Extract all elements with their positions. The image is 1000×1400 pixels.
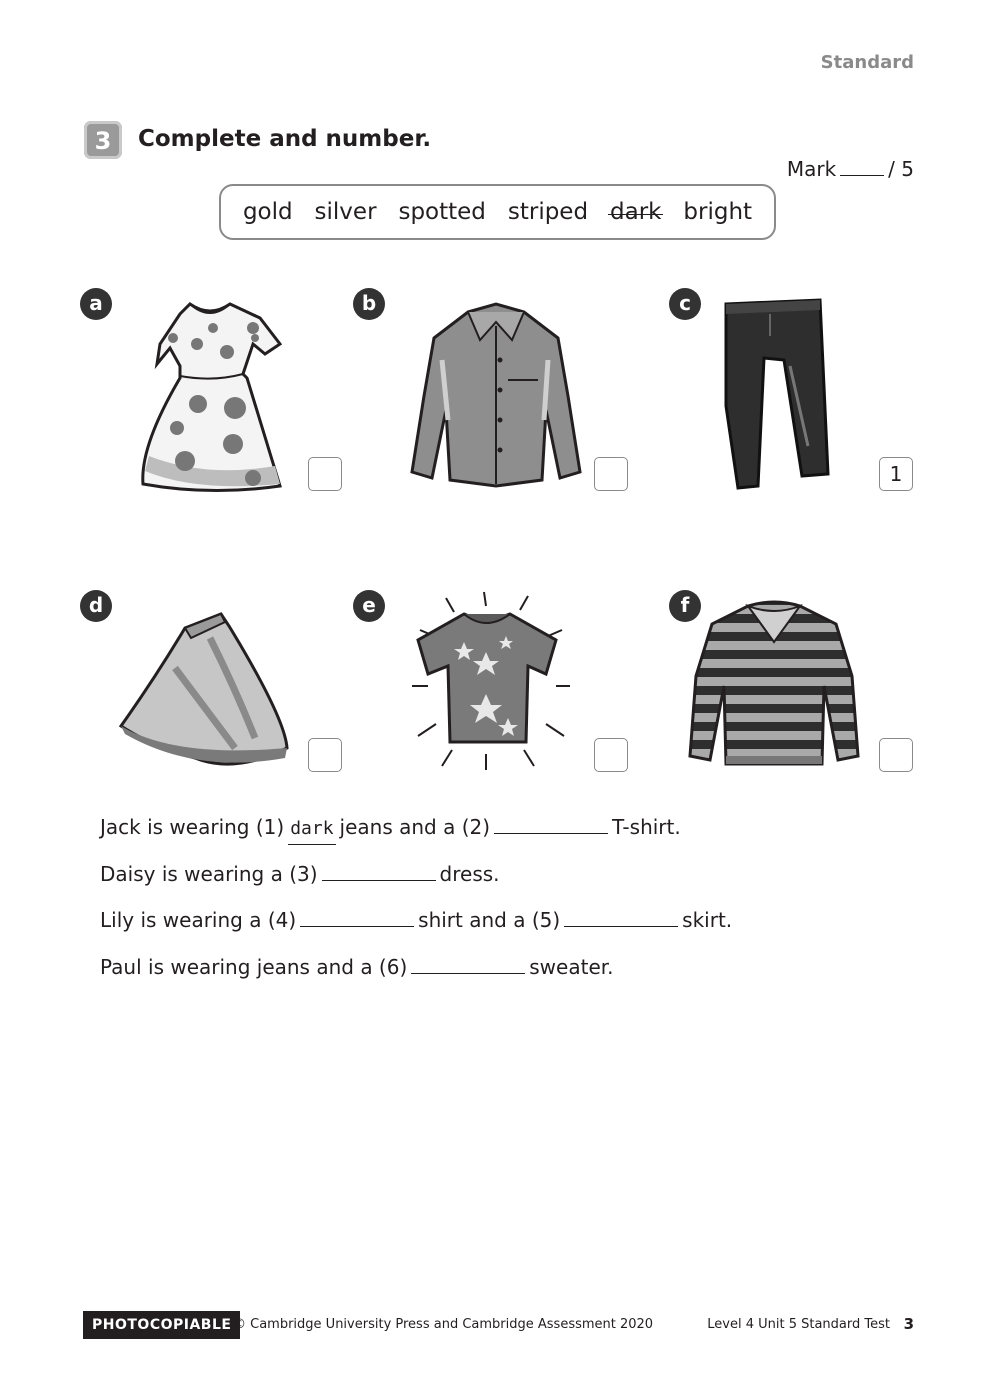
answer-box-b[interactable]	[594, 457, 628, 491]
sentence-1-text-b: jeans and a (2)	[339, 815, 491, 839]
silver-skirt-image	[115, 608, 297, 774]
blank-4[interactable]	[300, 926, 414, 927]
picture-letter-d: d	[80, 590, 112, 622]
word-bank	[219, 184, 776, 240]
picture-letter-c: c	[669, 288, 701, 320]
answer-box-c[interactable]: 1	[879, 457, 913, 491]
answer-box-a[interactable]	[308, 457, 342, 491]
silver-shirt-image	[408, 300, 584, 490]
picture-letter-e: e	[353, 590, 385, 622]
sentence-4-text-a: Paul is wearing jeans and a (6)	[100, 954, 408, 979]
exercise-number: 3	[84, 121, 122, 159]
sentence-2	[100, 859, 732, 906]
sentence-3	[100, 905, 732, 952]
mark-total: / 5	[888, 157, 914, 181]
word-bright: bright	[683, 199, 753, 225]
answer-box-e[interactable]	[594, 738, 628, 772]
word-spotted: spotted	[398, 199, 486, 225]
blank-1-filled: dark	[288, 814, 335, 845]
sentence-1-text-a: Jack is wearing (1)	[100, 815, 285, 839]
word-silver: silver	[314, 199, 377, 225]
blank-2[interactable]	[494, 833, 608, 834]
picture-letter-b: b	[353, 288, 385, 320]
picture-letter-a: a	[80, 288, 112, 320]
word-dark-crossed-out: dark	[610, 199, 662, 225]
word-gold: gold	[242, 199, 293, 225]
photocopiable-tag: PHOTOCOPIABLE	[83, 1311, 240, 1339]
page-number: 3	[903, 1315, 914, 1333]
answer-box-f[interactable]	[879, 738, 913, 772]
sentence-3-text-a: Lily is wearing a (4)	[100, 908, 297, 932]
bright-tshirt-image	[406, 590, 576, 772]
spotted-dress-image	[135, 296, 285, 494]
blank-6[interactable]	[411, 973, 525, 974]
sentence-3-text-c: skirt.	[682, 908, 733, 932]
sentence-3-text-b: shirt and a (5)	[418, 908, 561, 932]
level-label: Standard	[820, 52, 914, 73]
word-striped: striped	[507, 199, 589, 225]
dark-jeans-image	[720, 296, 832, 492]
mark-field	[787, 157, 914, 181]
sentence-2-text-b: dress.	[439, 861, 500, 886]
test-name: Level 4 Unit 5 Standard Test	[707, 1317, 890, 1332]
sentence-4	[100, 952, 732, 999]
sentence-1	[100, 812, 732, 859]
copyright-text: © Cambridge University Press and Cambridge Assessment 2020	[233, 1317, 654, 1332]
sentence-1-text-c: T-shirt.	[612, 815, 681, 839]
picture-letter-f: f	[669, 590, 701, 622]
sentence-4-text-b: sweater.	[529, 954, 614, 979]
mark-blank[interactable]	[840, 175, 884, 176]
mark-label: Mark	[786, 157, 837, 181]
exercise-title: Complete and number.	[138, 126, 432, 152]
striped-sweater-image	[686, 596, 862, 770]
blank-5[interactable]	[564, 926, 678, 927]
sentences	[100, 812, 732, 998]
blank-3[interactable]	[322, 880, 436, 881]
answer-box-d[interactable]	[308, 738, 342, 772]
sentence-2-text-a: Daisy is wearing a (3)	[100, 861, 318, 886]
